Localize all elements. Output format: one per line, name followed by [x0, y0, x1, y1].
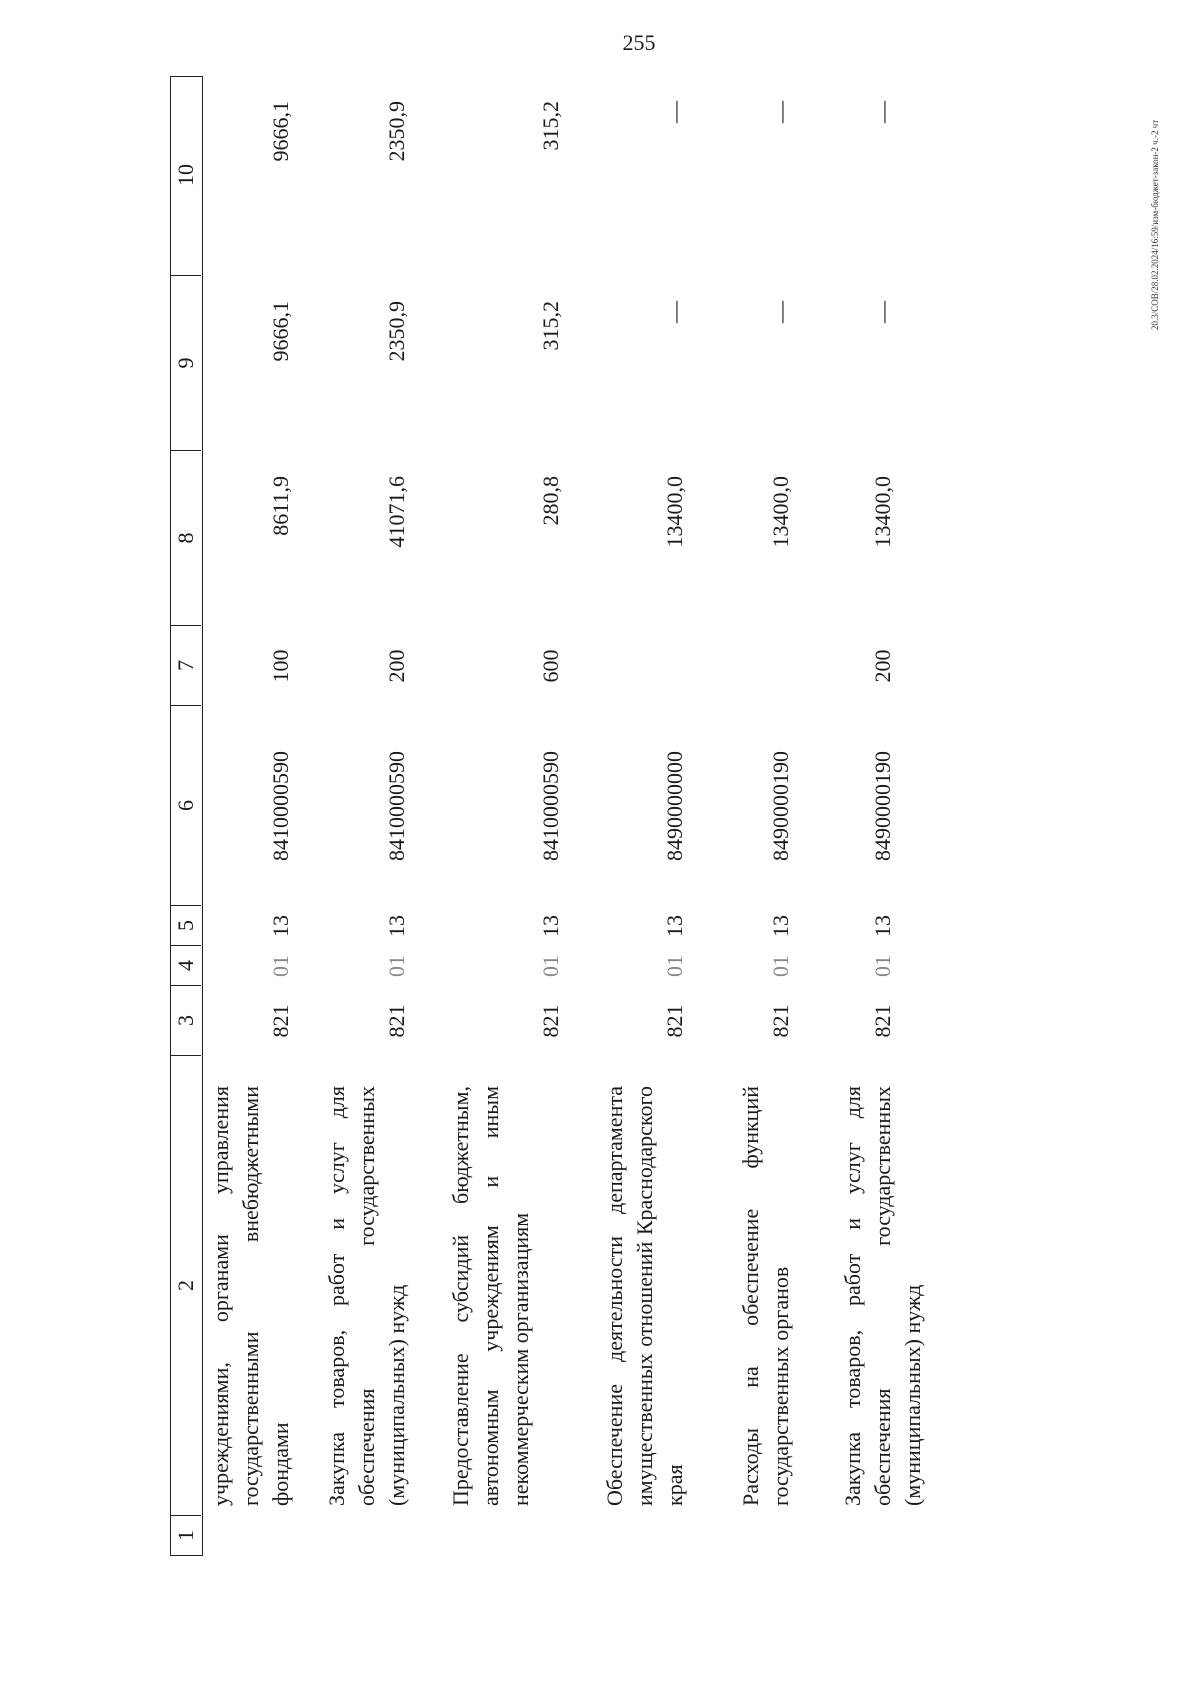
table-header-row [170, 76, 203, 1556]
cell-col-6: 8490000000 [662, 751, 687, 861]
row-description: Предоставление субсидий бюджетным, автономным учреждениям и иным некоммерческим организациям [448, 1086, 533, 1506]
cell-col-9: — [662, 301, 687, 323]
page-number: 255 [622, 30, 656, 55]
cell-col-10: 9666,1 [268, 101, 293, 162]
header-col-5: 5 [171, 905, 201, 945]
cell-col-9: — [768, 301, 793, 323]
row-description: учреждениями, органами управления государственными внебюджетными фондами [208, 1086, 293, 1506]
cell-col-9: 9666,1 [268, 301, 293, 362]
cell-col-6: 8410000590 [384, 751, 409, 861]
cell-col-6: 8490000190 [870, 751, 895, 861]
cell-col-7 [766, 626, 796, 706]
row-description: Закупка товаров, работ и услуг для обеспечения государственных (муниципальных) нужд [324, 1086, 409, 1506]
cell-col-5: 13 [268, 915, 293, 937]
header-col-8: 8 [171, 450, 201, 625]
cell-col-8: 13400,0 [870, 476, 895, 548]
row-description: Закупка товаров, работ и услуг для обеспечения государственных (муниципальных) нужд [840, 1086, 925, 1506]
header-col-4: 4 [171, 945, 201, 985]
cell-col-5: 13 [384, 915, 409, 937]
cell-col-6: 8410000590 [268, 751, 293, 861]
cell-col-3: 821 [384, 1004, 409, 1038]
cell-col-3: 821 [768, 1004, 793, 1038]
cell-col-5: 13 [662, 915, 687, 937]
cell-col-5: 13 [870, 915, 895, 937]
cell-col-3: 821 [662, 1004, 687, 1038]
cell-col-8: 13400,0 [768, 476, 793, 548]
row-description: Расходы на обеспечение функций государственных органов [738, 1086, 793, 1506]
cell-col-7: 200 [870, 649, 895, 683]
cell-col-9: 315,2 [538, 301, 563, 351]
cell-col-7: 100 [268, 649, 293, 683]
cell-col-3: 821 [268, 1004, 293, 1038]
cell-col-8: 41071,6 [384, 476, 409, 548]
header-col-9: 9 [171, 275, 201, 450]
cell-col-10: 2350,9 [384, 101, 409, 162]
header-col-6: 6 [171, 705, 201, 905]
header-col-1: 1 [171, 1515, 201, 1555]
cell-col-5: 13 [768, 915, 793, 937]
cell-col-10: — [768, 101, 793, 123]
header-col-10: 10 [173, 164, 198, 186]
header-col-2: 2 [171, 1055, 201, 1515]
cell-col-7: 600 [538, 649, 563, 683]
header-col-3: 3 [171, 985, 201, 1055]
cell-col-5: 13 [538, 915, 563, 937]
cell-col-6: 8490000190 [768, 751, 793, 861]
cell-col-10: — [870, 101, 895, 123]
row-description: Обеспечение деятельности департамента имущественных отношений Краснодарского края [602, 1086, 687, 1506]
rotated-budget-table [170, 76, 1200, 1556]
cell-col-4: 01 [870, 955, 895, 977]
cell-col-4: 01 [662, 955, 687, 977]
cell-col-6: 8410000590 [538, 751, 563, 861]
cell-col-9: — [870, 301, 895, 323]
cell-col-8: 8611,9 [268, 476, 293, 536]
cell-col-9: 2350,9 [384, 301, 409, 362]
cell-col-3: 821 [538, 1004, 563, 1038]
document-footer-code: 20.3/СОВ/28.02.2024/16:59/изм-бюджет-закон-2 ч.-2 чт [1150, 119, 1160, 330]
cell-col-4: 01 [384, 955, 409, 977]
cell-col-4: 01 [768, 955, 793, 977]
cell-col-3: 821 [870, 1004, 895, 1038]
cell-col-10: 315,2 [538, 101, 563, 151]
cell-col-8: 280,8 [538, 476, 563, 526]
header-col-7: 7 [171, 625, 201, 705]
cell-col-4: 01 [268, 955, 293, 977]
cell-col-10: — [662, 101, 687, 123]
cell-col-8: 13400,0 [662, 476, 687, 548]
cell-col-7: 200 [384, 649, 409, 683]
cell-col-4: 01 [538, 955, 563, 977]
cell-col-7 [660, 626, 690, 706]
